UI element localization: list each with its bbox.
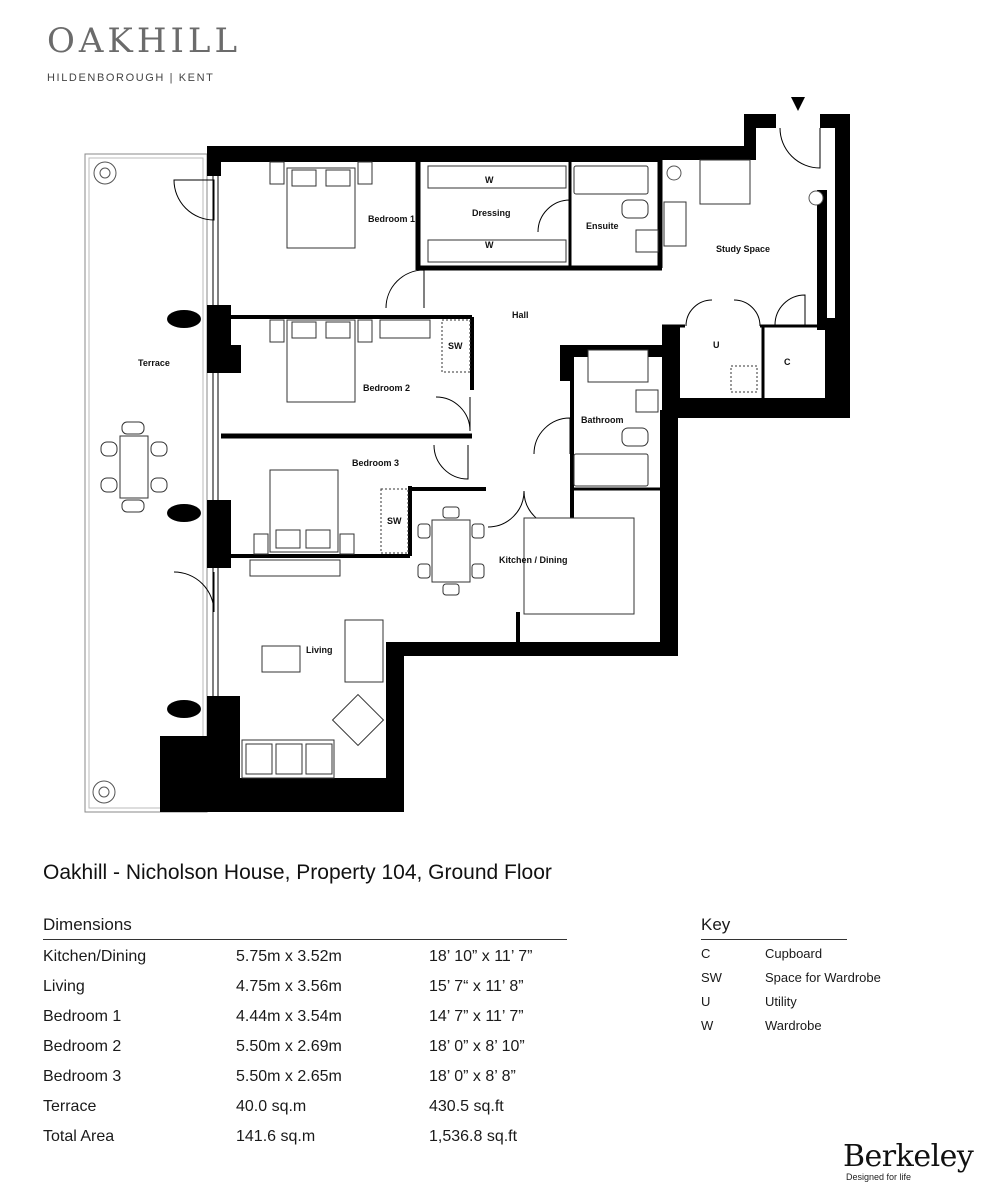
label-living: Living <box>306 645 333 655</box>
label-hall: Hall <box>512 310 529 320</box>
room-imperial: 18’ 0” x 8’ 10” <box>429 1038 525 1055</box>
room-imperial: 18’ 10” x 11’ 7” <box>429 948 533 965</box>
room-metric: 5.50m x 2.69m <box>236 1038 342 1055</box>
room-name: Bedroom 2 <box>43 1038 122 1055</box>
room-metric: 5.50m x 2.65m <box>236 1068 342 1085</box>
table-row <box>43 1060 567 1090</box>
label-bedroom-1: Bedroom 1 <box>368 214 416 224</box>
room-metric: 4.44m x 3.54m <box>236 1008 342 1025</box>
room-imperial: 18’ 0” x 8’ 8” <box>429 1068 516 1085</box>
walls <box>160 114 850 812</box>
key-code: SW <box>701 970 722 985</box>
key-label: Cupboard <box>765 946 823 961</box>
key-legend <box>701 915 881 1036</box>
label-w-top: W <box>485 175 494 185</box>
dimensions-heading: Dimensions <box>43 915 567 940</box>
room-name: Living <box>43 978 85 995</box>
dimensions-table <box>43 915 567 1150</box>
wardrobe-bottom <box>428 240 566 262</box>
room-metric: 5.75m x 3.52m <box>236 948 342 965</box>
label-terrace: Terrace <box>138 358 170 368</box>
key-code: U <box>701 994 711 1009</box>
label-bathroom: Bathroom <box>581 415 624 425</box>
room-imperial: 1,536.8 sq.ft <box>429 1128 518 1145</box>
bath-ensuite <box>574 166 648 194</box>
room-imperial: 15’ 7“ x 11’ 8” <box>429 978 524 995</box>
berkeley-logo <box>843 1139 974 1182</box>
brand-name: OAKHILL <box>47 21 242 61</box>
list-item <box>701 964 881 988</box>
key-code: W <box>701 1018 714 1033</box>
entrance-marker <box>791 97 805 111</box>
table-row <box>43 940 567 970</box>
table-row <box>43 1030 567 1060</box>
developer-tagline: Designed for life <box>846 1172 912 1182</box>
label-bedroom-2: Bedroom 2 <box>363 383 411 393</box>
key-heading: Key <box>701 915 847 940</box>
room-name: Bedroom 3 <box>43 1068 122 1085</box>
table-row <box>43 970 567 1000</box>
label-sw-bedroom-2: SW <box>448 341 463 351</box>
terrace-lights <box>167 310 201 718</box>
list-item <box>701 988 847 1012</box>
list-item <box>701 940 847 964</box>
kitchen-island <box>524 518 634 614</box>
label-w-bottom: W <box>485 240 494 250</box>
brand-location: HILDENBOROUGH | KENT <box>47 72 215 84</box>
bath-main <box>574 454 648 486</box>
table-row <box>43 1090 567 1120</box>
label-cupboard: C <box>784 357 791 367</box>
wardrobe-top <box>428 166 566 188</box>
table-row <box>43 1120 567 1150</box>
label-utility: U <box>713 340 720 350</box>
room-metric: 141.6 sq.m <box>236 1128 316 1145</box>
label-study: Study Space <box>716 244 771 254</box>
label-bedroom-3: Bedroom 3 <box>352 458 400 468</box>
key-code: C <box>701 946 711 961</box>
list-item <box>701 1012 847 1036</box>
label-kitchen: Kitchen / Dining <box>499 555 568 565</box>
dining-table <box>432 520 470 582</box>
room-imperial: 14’ 7” x 11’ 7” <box>429 1008 524 1025</box>
key-label: Space for Wardrobe <box>765 970 881 985</box>
key-label: Utility <box>765 994 797 1009</box>
room-name: Kitchen/Dining <box>43 948 147 965</box>
label-sw-bedroom-3: SW <box>387 516 402 526</box>
room-metric: 4.75m x 3.56m <box>236 978 342 995</box>
room-name: Bedroom 1 <box>43 1008 122 1025</box>
key-label: Wardrobe <box>765 1018 822 1033</box>
terrace-table <box>120 436 148 498</box>
table-row <box>43 1000 567 1030</box>
room-metric: 40.0 sq.m <box>236 1098 307 1115</box>
room-imperial: 430.5 sq.ft <box>429 1098 504 1115</box>
room-name: Terrace <box>43 1098 97 1115</box>
room-name: Total Area <box>43 1128 115 1145</box>
label-dressing: Dressing <box>472 208 511 218</box>
property-title: Oakhill - Nicholson House, Property 104, Ground Floor <box>43 861 552 884</box>
developer-name: Berkeley <box>843 1139 974 1174</box>
label-ensuite: Ensuite <box>586 221 619 231</box>
